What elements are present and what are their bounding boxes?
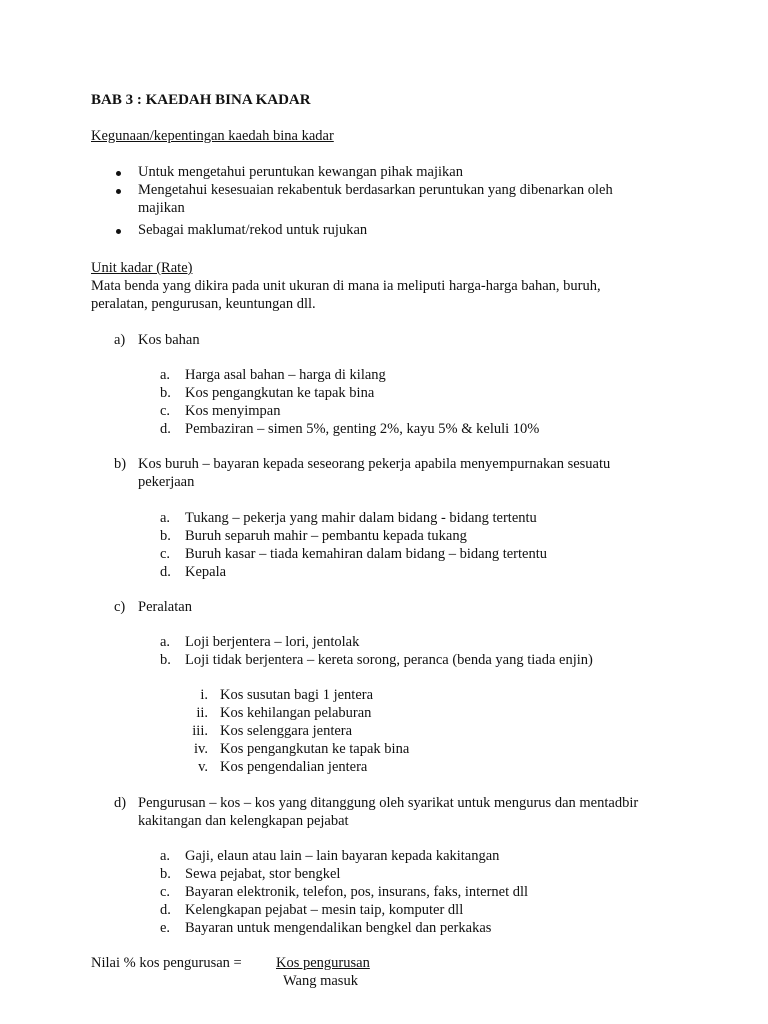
section-a-item-marker: c. [160,403,171,419]
section-b-item-marker: c. [160,546,171,562]
section-a-item-marker: d. [160,421,171,437]
section-d-item-marker: b. [160,866,171,882]
unit-para-line-1: Mata benda yang dikira pada unit ukuran di mana ia meliputi harga-harga bahan, buruh, [91,278,601,294]
section-c-subitem-marker: ii. [196,705,208,721]
section-c-item-marker: b. [160,652,171,668]
section-a-item-marker: b. [160,385,171,401]
section-c-subitem-marker: iii. [192,723,208,739]
section-d-marker: d) [114,795,127,811]
section-a-item: Kos pengangkutan ke tapak bina [185,385,375,401]
section-d-heading-line-1: Pengurusan – kos – kos yang ditanggung oleh syarikat untuk mengurus dan mentadbir [138,795,639,811]
section-a-item: Pembaziran – simen 5%, genting 2%, kayu 5% & keluli 10% [185,421,540,437]
section-d-item: Gaji, elaun atau lain – lain bayaran kepada kakitangan [185,848,500,864]
section-c-marker: c) [114,599,126,615]
section-a-item: Kos menyimpan [185,403,281,419]
section-d-item: Bayaran elektronik, telefon, pos, insurans, faks, internet dll [185,884,529,900]
section-c-item-marker: a. [160,634,171,650]
section-c-subitem: Kos kehilangan pelaburan [220,705,372,721]
section-a-item: Harga asal bahan – harga di kilang [185,367,386,383]
section-b-item: Buruh separuh mahir – pembantu kepada tukang [185,528,467,544]
formula-denominator: Wang masuk [283,973,358,989]
section-d-heading-line-2: kakitangan dan kelengkapan pejabat [138,813,349,829]
section-b-heading-line-1: Kos buruh – bayaran kepada seseorang pekerja apabila menyempurnakan sesuatu [138,456,611,472]
section-c-subitem-marker: iv. [194,741,208,757]
section-b-item-marker: b. [160,528,171,544]
section-a-item-marker: a. [160,367,171,383]
section-d-item-marker: d. [160,902,171,918]
page-title: BAB 3 : KAEDAH BINA KADAR [91,92,311,108]
section-c-subitem-marker: i. [200,687,208,703]
section-c-item: Loji berjentera – lori, jentolak [185,634,360,650]
section-b-item-marker: d. [160,564,171,580]
unit-heading: Unit kadar (Rate) [91,260,193,276]
section-b-heading-line-2: pekerjaan [138,474,195,490]
section-c-subitem: Kos pengendalian jentera [220,759,368,775]
section-c-subitem: Kos selenggara jentera [220,723,353,739]
bullet-icon [116,229,121,234]
section-d-item: Sewa pejabat, stor bengkel [185,866,341,882]
section-d-item-marker: e. [160,920,171,936]
section-c-subitem-marker: v. [198,759,208,775]
kegunaan-bullet-2-line-1: Mengetahui kesesuaian rekabentuk berdasarkan peruntukan yang dibenarkan oleh [138,182,613,198]
section-b-item: Kepala [185,564,227,580]
section-a-marker: a) [114,332,126,348]
section-d-item: Bayaran untuk mengendalikan bengkel dan perkakas [185,920,492,936]
kegunaan-heading: Kegunaan/kepentingan kaedah bina kadar [91,128,334,144]
section-d-item-marker: c. [160,884,171,900]
section-b-item: Tukang – pekerja yang mahir dalam bidang - bidang tertentu [185,510,537,526]
section-a-heading: Kos bahan [138,332,200,348]
unit-para-line-2: peralatan, pengurusan, keuntungan dll. [91,296,316,312]
section-b-item-marker: a. [160,510,171,526]
section-b-item: Buruh kasar – tiada kemahiran dalam bidang – bidang tertentu [185,546,547,562]
formula-numerator: Kos pengurusan [276,955,370,971]
section-c-subitem: Kos pengangkutan ke tapak bina [220,741,410,757]
section-c-subitem: Kos susutan bagi 1 jentera [220,687,374,703]
bullet-icon [116,189,121,194]
kegunaan-bullet-3: Sebagai maklumat/rekod untuk rujukan [138,222,368,238]
section-d-item-marker: a. [160,848,171,864]
section-c-heading: Peralatan [138,599,192,615]
section-c-item: Loji tidak berjentera – kereta sorong, peranca (benda yang tiada enjin) [185,652,593,668]
kegunaan-bullet-1: Untuk mengetahui peruntukan kewangan pihak majikan [138,164,463,180]
formula-label: Nilai % kos pengurusan = [91,955,242,971]
kegunaan-bullet-2-line-2: majikan [138,200,185,216]
bullet-icon [116,171,121,176]
section-b-marker: b) [114,456,127,472]
section-d-item: Kelengkapan pejabat – mesin taip, komputer dll [185,902,464,918]
